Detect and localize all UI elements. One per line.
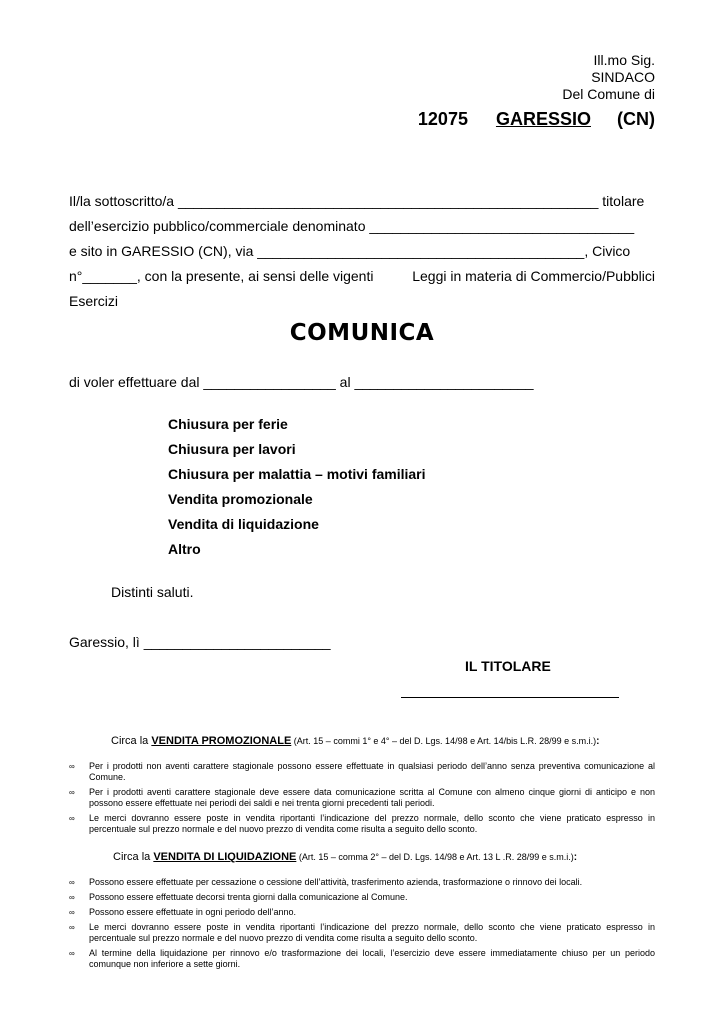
infinity-bullet-icon: ∞ xyxy=(69,893,75,902)
option-closure-holidays[interactable]: Chiusura per ferie xyxy=(168,416,288,432)
infinity-bullet-icon: ∞ xyxy=(69,949,75,958)
holder-label: titolare xyxy=(598,193,645,209)
subscriber-name-field[interactable]: ______________________________________________________ xyxy=(177,193,599,209)
list-item-text: Possono essere effettuate decorsi trenta giorni dalla comunicazione al Comune. xyxy=(89,892,408,902)
signature-line[interactable] xyxy=(401,697,619,698)
list-item xyxy=(69,907,655,918)
form-line-address xyxy=(69,242,655,260)
liquidation-notes-heading xyxy=(113,851,577,863)
form-line-subscriber xyxy=(69,192,655,210)
addressee-block xyxy=(562,52,655,103)
promo-keyword: VENDITA PROMOZIONALE xyxy=(151,735,292,747)
form-line-sector: Esercizi xyxy=(69,293,119,309)
liquidation-notes-list xyxy=(69,877,655,974)
promo-reference: (Art. 15 – commi 1° e 4° – del D. Lgs. 14/98 e Art. 14/bis L.R. 28/99 e s.m.i.) xyxy=(291,736,597,746)
liquidation-reference: (Art. 15 – comma 2° – del D. Lgs. 14/98 e Art. 13 L .R. 28/99 e s.m.i.) xyxy=(296,852,574,862)
option-closure-works[interactable]: Chiusura per lavori xyxy=(168,441,296,457)
document-heading: COMUNICA xyxy=(289,320,435,346)
list-item xyxy=(69,877,655,888)
list-item-text: Per i prodotti aventi carattere stagionale deve essere data comunicazione scritta al Comune con almeno cinque giorni di anticipo e non possono essere effettuate nei periodi dei saldi e nei trenta giorni precedenti tali periodi. xyxy=(89,787,655,808)
law-reference-text: Leggi in materia di Commercio/Pubblici xyxy=(412,268,655,284)
liquidation-keyword: VENDITA DI LIQUIDAZIONE xyxy=(153,851,297,863)
period-end-field[interactable]: _______________________ xyxy=(354,374,534,390)
options-list xyxy=(168,414,426,564)
civic-number-text: n°_______, con la presente, ai sensi delle vigenti xyxy=(69,268,374,284)
promo-notes-list xyxy=(69,761,655,839)
addressee-city-line xyxy=(418,109,655,130)
list-item xyxy=(69,892,655,903)
list-item-text: Le merci dovranno essere poste in vendita riportanti l’indicazione del prezzo normale, dello sconto che viene praticato espresso in percentuale sul prezzo normale e del nuovo prezzo di vendita come risulta a seguito dello sconto. xyxy=(89,922,655,943)
list-item-text: Possono essere effettuate per cessazione o cessione dell’attività, trasferimento azienda, trasformazione o rinnovo dei locali. xyxy=(89,877,583,887)
option-liquidation-sale[interactable]: Vendita di liquidazione xyxy=(168,516,319,532)
list-item xyxy=(69,813,655,835)
infinity-bullet-icon: ∞ xyxy=(69,788,75,797)
addressee-role: SINDACO xyxy=(591,69,655,85)
promo-prefix: Circa la xyxy=(111,735,152,747)
list-item xyxy=(69,761,655,783)
infinity-bullet-icon: ∞ xyxy=(69,814,75,823)
date-field[interactable]: ________________________ xyxy=(143,634,331,650)
period-label: di voler effettuare dal xyxy=(69,374,204,390)
list-item xyxy=(69,948,655,970)
period-line xyxy=(69,373,655,391)
form-line-civic xyxy=(69,267,655,285)
address-label: e sito in GARESSIO (CN), via xyxy=(69,243,258,259)
liquidation-colon: : xyxy=(573,852,578,863)
list-item-text: Le merci dovranno essere poste in vendita riportanti l’indicazione del prezzo normale, dello sconto che viene praticato espresso in percentuale sul prezzo normale e del nuovo prezzo di vendita come risulta a seguito dello sconto. xyxy=(89,813,655,834)
list-item-text: Per i prodotti non aventi carattere stagionale possono essere effettuate in qualsiasi periodo dell’anno senza preventiva comunicazione al Comune. xyxy=(89,761,655,782)
infinity-bullet-icon: ∞ xyxy=(69,878,75,887)
greeting: Distinti saluti. xyxy=(111,584,194,600)
signature-label: IL TITOLARE xyxy=(465,658,551,674)
list-item-text: Possono essere effettuate in ogni periodo dell’anno. xyxy=(89,907,296,917)
option-other[interactable]: Altro xyxy=(168,541,201,557)
form-line-business xyxy=(69,217,655,235)
promo-colon: : xyxy=(596,736,600,747)
street-field[interactable]: __________________________________________ xyxy=(257,243,585,259)
promo-notes-heading xyxy=(111,735,599,747)
option-promotional-sale[interactable]: Vendita promozionale xyxy=(168,491,313,507)
infinity-bullet-icon: ∞ xyxy=(69,908,75,917)
place-label: Garessio, lì xyxy=(69,634,144,650)
province-code: (CN) xyxy=(617,109,655,129)
civic-label: , Civico xyxy=(584,243,631,259)
infinity-bullet-icon: ∞ xyxy=(69,762,75,771)
business-name-field[interactable]: __________________________________ xyxy=(369,218,635,234)
list-item xyxy=(69,922,655,944)
period-start-field[interactable]: _________________ xyxy=(203,374,336,390)
subscriber-label: Il/la sottoscritto/a xyxy=(69,193,178,209)
list-item-text: Al termine della liquidazione per rinnovo e/o trasformazione dei locali, l’esercizio deve essere immediatamente chiuso per un periodo comunque non inferiore a sette giorni. xyxy=(89,948,655,969)
place-date-line xyxy=(69,634,331,650)
list-item xyxy=(69,787,655,809)
city-name: GARESSIO xyxy=(495,109,591,129)
option-closure-illness[interactable]: Chiusura per malattia – motivi familiari xyxy=(168,466,426,482)
infinity-bullet-icon: ∞ xyxy=(69,923,75,932)
addressee-title: Ill.mo Sig. xyxy=(593,52,655,68)
liquidation-prefix: Circa la xyxy=(113,851,154,863)
business-label: dell’esercizio pubblico/commerciale denominato xyxy=(69,218,370,234)
period-to-label: al xyxy=(335,374,355,390)
addressee-municipality-label: Del Comune di xyxy=(562,86,655,102)
postal-code: 12075 xyxy=(417,109,468,129)
